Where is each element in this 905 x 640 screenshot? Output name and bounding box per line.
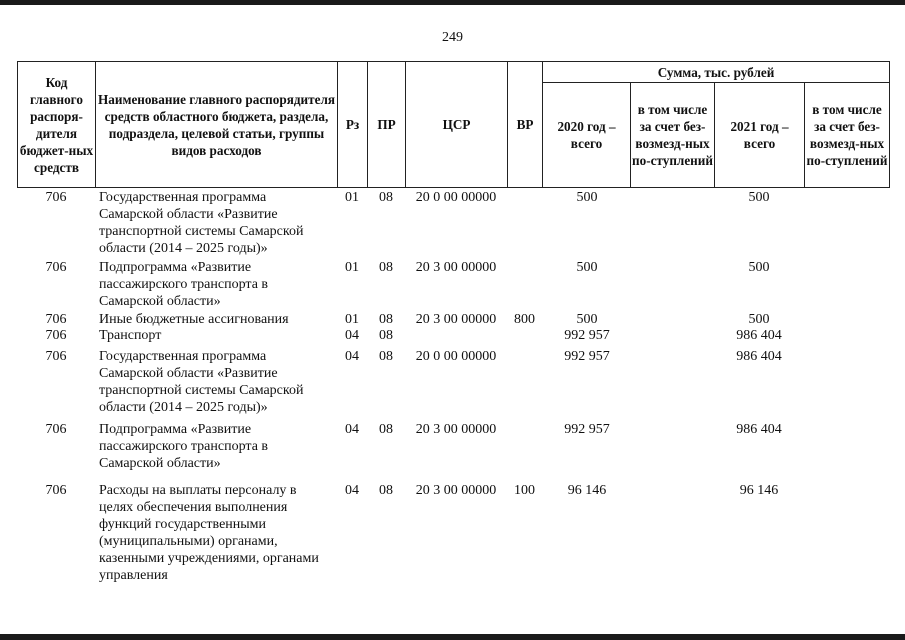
header-code: Код главного распоря-дителя бюджет-ных средств bbox=[18, 62, 96, 188]
row-pr: 08 bbox=[379, 260, 393, 275]
row-pr: 08 bbox=[379, 422, 393, 437]
row-amount-2021: 500 bbox=[748, 260, 770, 275]
row-code: 706 bbox=[45, 328, 67, 343]
row-csr: 20 3 00 00000 bbox=[415, 422, 497, 437]
row-amount-2021: 986 404 bbox=[736, 422, 782, 437]
row-amount-2021: 96 146 bbox=[739, 483, 779, 498]
row-rz: 04 bbox=[345, 483, 359, 498]
row-amount-2020: 992 957 bbox=[564, 328, 610, 343]
row-rz: 04 bbox=[345, 349, 359, 364]
row-csr: 20 3 00 00000 bbox=[415, 312, 497, 327]
row-amount-2021: 500 bbox=[748, 312, 770, 327]
row-csr: 20 0 00 00000 bbox=[415, 190, 497, 205]
header-2021-total: 2021 год – всего bbox=[715, 83, 805, 188]
row-amount-2021: 986 404 bbox=[736, 349, 782, 364]
row-vr: 800 bbox=[514, 312, 535, 327]
row-rz: 01 bbox=[345, 260, 359, 275]
row-amount-2020: 500 bbox=[576, 190, 598, 205]
row-amount-2020: 96 146 bbox=[567, 483, 607, 498]
row-code: 706 bbox=[45, 349, 67, 364]
row-amount-2020: 500 bbox=[576, 312, 598, 327]
row-name: Транспорт bbox=[99, 328, 162, 343]
row-name: Государственная программа Самарской области «Развитие транспортной системы Самарской области (2014 – 2025 годы)» bbox=[99, 190, 304, 256]
row-csr: 20 3 00 00000 bbox=[415, 483, 497, 498]
row-code: 706 bbox=[45, 483, 67, 498]
row-rz: 01 bbox=[345, 190, 359, 205]
row-pr: 08 bbox=[379, 483, 393, 498]
row-amount-2021: 500 bbox=[748, 190, 770, 205]
row-vr: 100 bbox=[514, 483, 535, 498]
header-sum-title: Сумма, тыс. рублей bbox=[543, 62, 890, 83]
row-pr: 08 bbox=[379, 190, 393, 205]
header-rz: Рз bbox=[338, 62, 368, 188]
row-code: 706 bbox=[45, 260, 67, 275]
row-code: 706 bbox=[45, 190, 67, 205]
row-amount-2020: 992 957 bbox=[564, 349, 610, 364]
page-number: 249 bbox=[442, 30, 463, 45]
header-pr: ПР bbox=[368, 62, 406, 188]
header-vr: ВР bbox=[508, 62, 543, 188]
row-pr: 08 bbox=[379, 349, 393, 364]
header-2020-grants: в том числе за счет без-возмезд-ных по-ступлений bbox=[631, 83, 715, 188]
row-rz: 04 bbox=[345, 328, 359, 343]
bottom-border-bar bbox=[0, 634, 905, 640]
header-csr: ЦСР bbox=[406, 62, 508, 188]
row-rz: 01 bbox=[345, 312, 359, 327]
row-code: 706 bbox=[45, 422, 67, 437]
row-pr: 08 bbox=[379, 312, 393, 327]
row-name: Подпрограмма «Развитие пассажирского транспорта в Самарской области» bbox=[99, 260, 269, 309]
row-rz: 04 bbox=[345, 422, 359, 437]
header-name: Наименование главного распорядителя средств областного бюджета, раздела, подраздела, целевой статьи, группы видов расходов bbox=[96, 62, 338, 188]
header-2020-total: 2020 год – всего bbox=[543, 83, 631, 188]
row-amount-2020: 500 bbox=[576, 260, 598, 275]
row-name: Иные бюджетные ассигнования bbox=[99, 312, 289, 327]
row-name: Государственная программа Самарской области «Развитие транспортной системы Самарской области (2014 – 2025 годы)» bbox=[99, 349, 304, 415]
row-code: 706 bbox=[45, 312, 67, 327]
top-border-bar bbox=[0, 0, 905, 5]
row-amount-2020: 992 957 bbox=[564, 422, 610, 437]
row-pr: 08 bbox=[379, 328, 393, 343]
row-amount-2021: 986 404 bbox=[736, 328, 782, 343]
table-header bbox=[17, 61, 890, 188]
row-csr: 20 0 00 00000 bbox=[415, 349, 497, 364]
row-csr: 20 3 00 00000 bbox=[415, 260, 497, 275]
row-name: Расходы на выплаты персоналу в целях обеспечения выполнения функций государственными (муниципальными) органами, казенными учреждениями, органами управления bbox=[99, 483, 319, 583]
header-2021-grants: в том числе за счет без-возмезд-ных по-ступлений bbox=[805, 83, 890, 188]
row-name: Подпрограмма «Развитие пассажирского транспорта в Самарской области» bbox=[99, 422, 269, 471]
